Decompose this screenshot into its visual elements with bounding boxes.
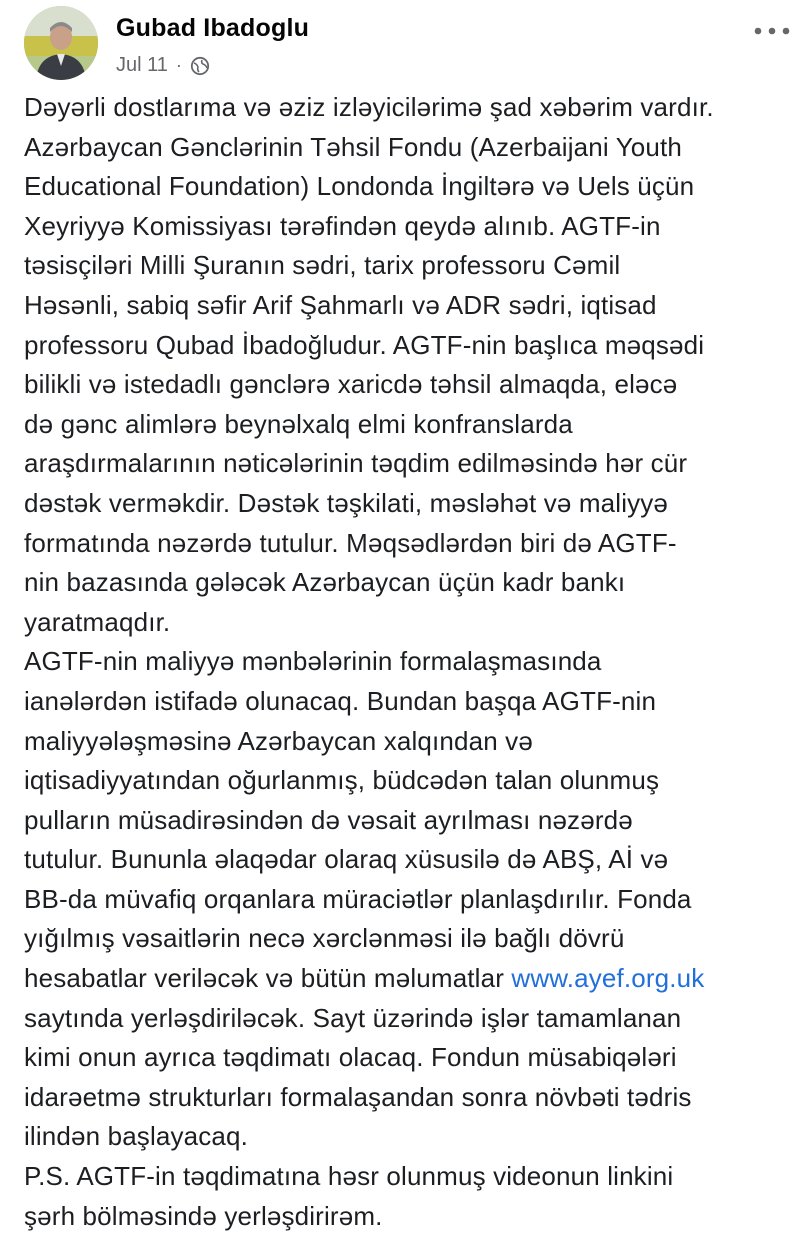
post-header [24, 6, 794, 82]
post-text-line: Azərbaycan Gənclərinin Təhsil Fondu (Azerbaijani Youth [24, 131, 683, 162]
post-text-line: iqtisadiyyatından oğurlanmış, büdcədən talan olunmuş [24, 765, 660, 796]
post-date[interactable]: Jul 11 [116, 54, 168, 76]
post-text-line: tutulur. Bununla əlaqədar olaraq xüsusilə də ABŞ, Aİ və [24, 844, 669, 875]
post-meta [116, 54, 210, 77]
post-text-line: pulların müsadirəsindən də vəsait ayrılması nəzərdə [24, 804, 633, 835]
post-text-line: kimi onun ayrıca təqdimatı olacaq. Fondun müsabiqələri [24, 1042, 677, 1073]
more-options-button[interactable] [750, 16, 794, 46]
post-text-line: AGTF-nin maliyyə mənbələrinin formalaşmasında [24, 646, 602, 677]
post-text-line: P.S. AGTF-in təqdimatına həsr olunmuş videonun linkini [24, 1161, 674, 1192]
post-text-segment: hesabatlar veriləcək və bütün məlumatlar [24, 963, 512, 994]
post-text-line: saytında yerləşdiriləcək. Sayt üzərində işlər tamamlanan [24, 1002, 682, 1033]
post-text-line: BB-da müvafiq orqanlara müraciətlər planlaşdırılır. Fonda [24, 883, 692, 914]
post-text-line: araşdırmalarının nəticələrinin təqdim edilməsində hər cür [24, 448, 688, 479]
post-text-line: Həsənli, sabiq səfir Arif Şahmarlı və ADR sədri, iqtisad [24, 289, 657, 320]
avatar[interactable] [24, 6, 98, 80]
post-text-line: professoru Qubad İbadoğludur. AGTF-nin başlıca məqsədi [24, 329, 705, 360]
post-text-line: bilikli və istedadlı gənclərə xaricdə təhsil almaqda, eləcə [24, 369, 678, 400]
post-text-line: ilindən başlayacaq. [24, 1121, 249, 1152]
post-text-line: Xeyriyyə Komissiyası tərəfindən qeydə alınıb. AGTF-in [24, 210, 661, 241]
post-text-line: təsisçiləri Milli Şuranın sədri, tarix professoru Cəmil [24, 250, 621, 281]
post-text-line: Dəyərli dostlarıma və əziz izləyicilərimə şad xəbərim vardır. [24, 92, 714, 122]
post-text-line: idarəetmə strukturları formalaşandan sonra növbəti tədris [24, 1081, 692, 1112]
post-text-line: maliyyələşməsinə Azərbaycan xalqından və [24, 725, 533, 756]
post-text-line: yığılmış vəsaitlərin necə xərclənməsi ilə bağlı dövrü [24, 923, 625, 954]
post-text-line: nin bazasında gələcək Azərbaycan üçün kadr bankı [24, 567, 626, 598]
post-text-line: yaratmaqdır. [24, 606, 171, 637]
post-text-line: ianələrdən istifadə olunacaq. Bundan başqa AGTF-nin [24, 685, 657, 716]
post-text-line-with-link [24, 959, 794, 999]
website-link[interactable]: www.ayef.org.uk [511, 963, 705, 994]
post-text-line: Educational Foundation) Londonda İngiltərə və Uels üçün [24, 171, 695, 202]
author-name[interactable]: Gubad Ibadoglu [116, 14, 310, 42]
avatar-photo [24, 6, 98, 80]
globe-icon[interactable] [190, 56, 210, 76]
post-text-line: dəstək verməkdir. Dəstək təşkilati, məsləhət və maliyyə [24, 487, 669, 518]
post-text [24, 88, 794, 1236]
post-text-line: şərh bölməsində yerləşdirirəm. [24, 1200, 383, 1231]
meta-separator: · [175, 55, 182, 75]
post-text-line: formatında nəzərdə tutulur. Məqsədlərdən biri də AGTF- [24, 527, 677, 558]
post-text-line: də gənc alimlərə beynəlxalq elmi konfranslarda [24, 408, 573, 439]
more-options-icon [752, 26, 792, 36]
